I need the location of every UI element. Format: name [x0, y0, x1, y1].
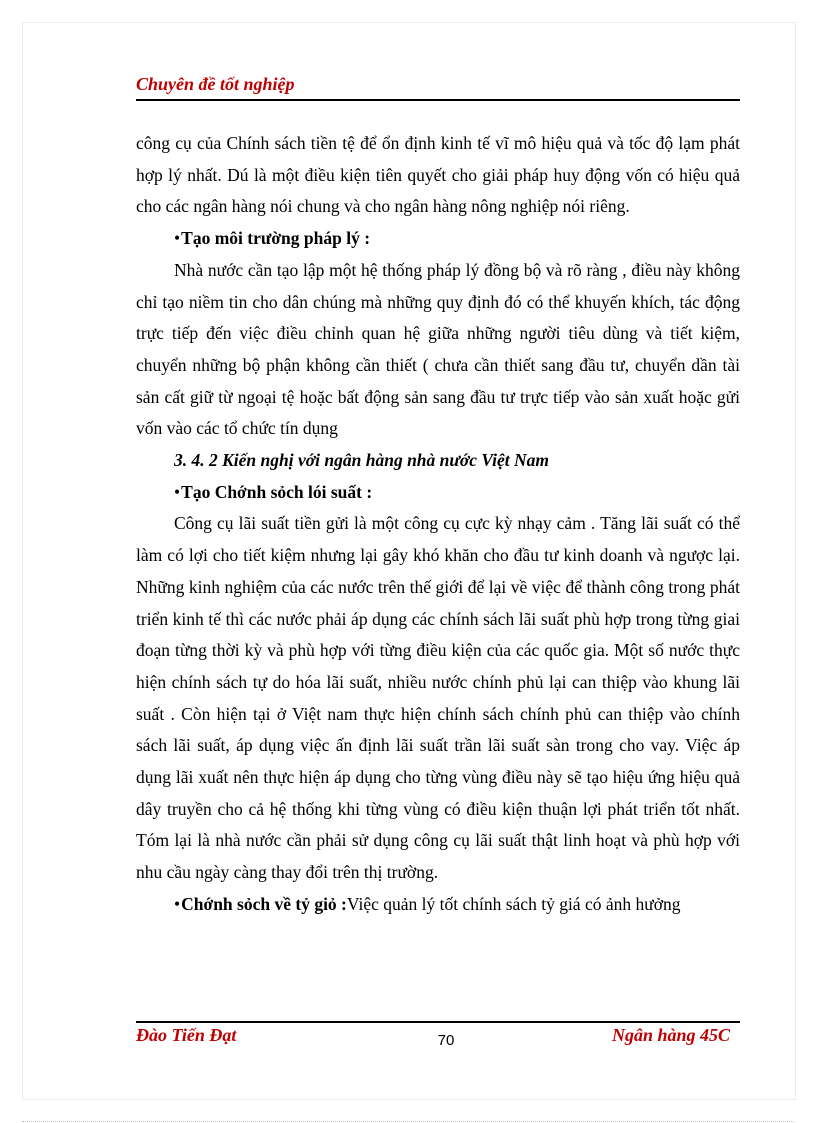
bullet-heading-interest-rate [136, 477, 740, 509]
page-number: 70 [437, 1032, 455, 1049]
paragraph-continuation: công cụ của Chính sách tiền tệ để ổn định kinh tế vĩ mô hiệu quả và tốc độ lạm phát hợp lý nhất. Dú là một điều kiện tiên quyết cho giải pháp huy động vốn có hiệu quả cho các ngân hàng nói chung và cho ngân hàng nông nghiệp nói riêng. [136, 133, 740, 217]
bullet-heading-text: Chớnh sỏch về tỷ giỏ : [181, 893, 347, 914]
bullet-heading-legal-environment [136, 223, 740, 255]
paragraph-interest-rate: Công cụ lãi suất tiền gửi là một công cụ cực kỳ nhạy cảm . Tăng lãi suất có thể làm có lợi cho tiết kiệm nhưng lại gây khó khăn cho đầu tư kinh doanh và ngược lại. Những kinh nghiệm của các nước trên thế giới để lại về việc để thành công trong phát triển kinh tế thì các nước phải áp dụng các chính sách lãi suất phù hợp trong từng giai đoạn từng thời kỳ và phù hợp với từng điều kiện của các quốc gia. Một số nước thực hiện chính sách tự do hóa lãi suất, nhiều nước chính phủ lại can thiệp vào khung lãi suất . Còn hiện tại ở Việt nam thực hiện chính sách chính phủ can thiệp vào chính sách lãi suất, áp dụng việc ấn định lãi suất trần lãi suất sàn trong cho vay. Việc áp dụng lãi xuất nên thực hiện áp dụng cho từng vùng điều này sẽ tạo hiệu ứng hiệu quả dây truyền cho cả hệ thống khi từng vùng có điều kiện thuận lợi phát triển tốt nhất. Tóm lại là nhà nước cần phải sử dụng công cụ lãi suất thật linh hoạt và phù hợp với nhu cầu ngày càng thay đổi trên thị trường. [136, 513, 740, 883]
document-body [136, 128, 740, 921]
header-title: Chuyên đề tốt nghiệp [136, 74, 295, 94]
bullet-heading-text: Tạo môi trường pháp lý : [181, 228, 371, 249]
footer-class-name: Ngân hàng 45C [611, 1025, 730, 1045]
bullet-icon: • [174, 228, 181, 249]
bullet-exchange-rate [136, 889, 740, 921]
bullet-icon: • [174, 481, 181, 502]
bullet-body-text: Việc quản lý tốt chính sách tỷ giá có ảnh hưởng [346, 893, 681, 914]
bullet-heading-text: Tạo Chớnh sỏch lói suất : [181, 481, 373, 502]
footer-rule [136, 1021, 740, 1023]
bullet-icon: • [174, 893, 181, 914]
page-bottom-border [22, 1121, 794, 1122]
header-rule [136, 99, 740, 101]
footer-author: Đào Tiến Đạt [136, 1025, 237, 1045]
paragraph-legal-system: Nhà nước cần tạo lập một hệ thống pháp lý đồng bộ và rõ ràng , điều này không chỉ tạo niềm tin cho dân chúng mà những quy định đó có thể khuyến khích, tác động trực tiếp đến việc điều chỉnh quan hệ giữa những người tiêu dùng và tiết kiệm, chuyển những bộ phận không cần thiết ( chưa cần thiết sang đầu tư, chuyển dần tài sản cất giữ từ ngoại tệ hoặc bất động sản sang đầu tư trực tiếp vào sản xuất hoặc gửi vốn vào các tổ chức tín dụng [136, 259, 740, 439]
section-heading: 3. 4. 2 Kiến nghị với ngân hàng nhà nước Việt Nam [174, 450, 549, 471]
